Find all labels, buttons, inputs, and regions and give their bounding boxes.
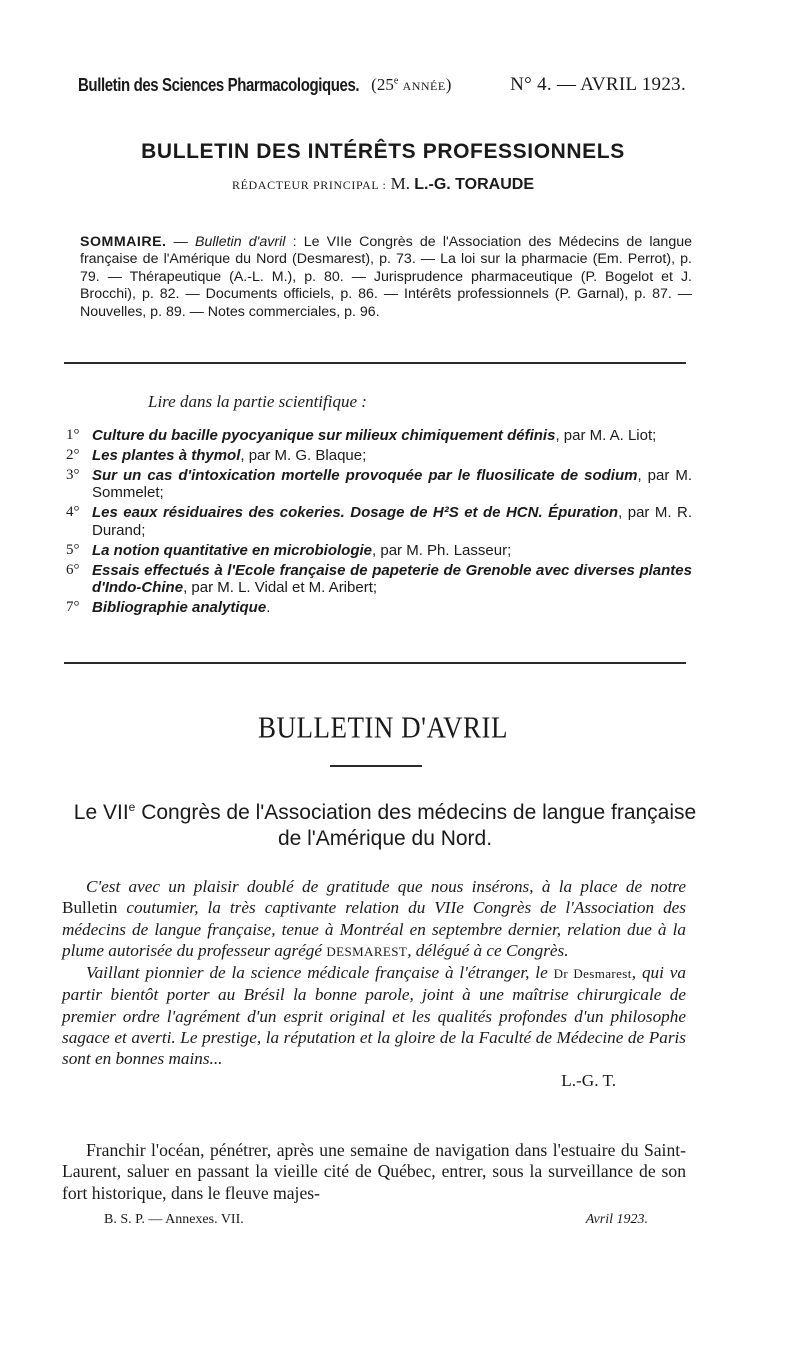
divider xyxy=(64,362,686,364)
list-item: 4° Les eaux résiduaires des cokeries. Dosage de H²S et de HCN. Épuration, par M. R. Durand; xyxy=(66,504,692,539)
scientific-section-heading: Lire dans la partie scientifique : xyxy=(148,392,367,411)
editor-prefix: M. xyxy=(390,174,411,193)
list-item: 2° Les plantes à thymol, par M. G. Blaque; xyxy=(66,446,367,464)
sommaire-text: : Le VIIe Congrès de l'Association des Médecins de langue française de l'Amérique du Nord (Desmarest), p. 73. — La loi sur la pharmacie (Em. Perrot), p. 79. — Thérapeutique (A.-L. M.), p. 80. — Jurisprudence pharmaceutique (P. Bogelot et J. Brocchi), p. 82. — Documents officiels, p. 86. — Intérêts professionnels (P. Garnal), p. 87. — Nouvelles, p. 89. — Notes commerciales, p. 96. xyxy=(80,234,692,320)
editor-introduction xyxy=(62,876,686,1091)
sommaire-label: SOMMAIRE. xyxy=(80,234,167,250)
list-item: 1° Culture du bacille pyocyanique sur milieux chimiquement définis, par M. A. Liot; xyxy=(66,427,657,444)
table-of-contents: SOMMAIRE. — Bulletin d'avril : Le VIIe Congrès de l'Association des Médecins de langue française de l'Amérique du Nord (Desmarest), p. 73. — La loi sur la pharmacie (Em. Perrot), p. 79. — Thérapeutique (A.-L. M.), p. 80. — Jurisprudence pharmaceutique (P. Bogelot et J. Brocchi), p. 82. — Documents officiels, p. 86. — Intérêts professionnels (P. Garnal), p. 87. — Nouvelles, p. 89. — Notes commerciales, p. 96. xyxy=(80,234,692,320)
list-item: 3° Sur un cas d'intoxication mortelle provoquée par le fluosilicate de sodium, par M. Sommelet; xyxy=(66,466,692,502)
signature: L.-G. T. xyxy=(561,1070,616,1090)
page-title: BULLETIN DES INTÉRÊTS PROFESSIONNELS xyxy=(141,140,625,163)
editor-role: RÉDACTEUR PRINCIPAL : xyxy=(232,178,387,192)
section-title: BULLETIN D'AVRIL xyxy=(257,709,509,745)
editor-name: L.-G. TORAUDE xyxy=(414,176,534,193)
scientific-contents-list xyxy=(66,427,692,619)
article-title: Le VIIe Congrès de l'Association des médecins de langue française de l'Amérique du Nord. xyxy=(73,800,697,850)
intro-paragraph: C'est avec un plaisir doublé de gratitude que nous insérons, à la place de notre Bulletin coutumier, la très captivante relation du VIIe Congrès de l'Association des médecins de langue française, tenue à Montréal en septembre dernier, relation due à la plume autorisée du professeur agrégé DESMAREST, délégué à ce Congrès. xyxy=(62,877,686,960)
list-item: 6° Essais effectués à l'Ecole française de papeterie de Grenoble avec diverses plantes d'Indo-Chine, par M. L. Vidal et M. Aribert; xyxy=(66,561,692,597)
body-paragraph: Franchir l'océan, pénétrer, après une semaine de navigation dans l'estuaire du Saint-Laurent, saluer en passant la vieille cité de Québec, entrer, sous la surveillance de son fort historique, dans le fleuve majes- xyxy=(62,1140,686,1203)
divider xyxy=(64,662,686,664)
issue-number: N° 4. — AVRIL 1923. xyxy=(510,74,686,95)
intro-paragraph: Vaillant pionnier de la science médicale française à l'étranger, le Dr Desmarest, qui va partir bientôt porter au Brésil la bonne parole, joint à une maîtrise chirurgicale de premier ordre l'agrément d'un esprit original et les qualités profondes d'un philosophe sagace et averti. Le prestige, la réputation et la gloire de la Faculté de Médecine de Paris sont en bonnes mains... xyxy=(62,963,687,1069)
list-item: 7° Bibliographie analytique. xyxy=(66,599,271,617)
list-item: 5° La notion quantitative en microbiologie, par M. Ph. Lasseur; xyxy=(66,541,512,559)
sommaire-subtitle: Bulletin d'avril xyxy=(195,234,286,250)
divider xyxy=(330,765,422,767)
footer-date: Avril 1923. xyxy=(585,1212,648,1227)
editor-line xyxy=(0,174,766,194)
year-label: (25e ANNÉE) xyxy=(371,75,452,94)
journal-name: Bulletin des Sciences Pharmacologiques. xyxy=(78,74,360,97)
page-footer xyxy=(104,1212,648,1228)
running-header xyxy=(78,74,686,100)
footer-reference: B. S. P. — Annexes. VII. xyxy=(104,1212,244,1227)
